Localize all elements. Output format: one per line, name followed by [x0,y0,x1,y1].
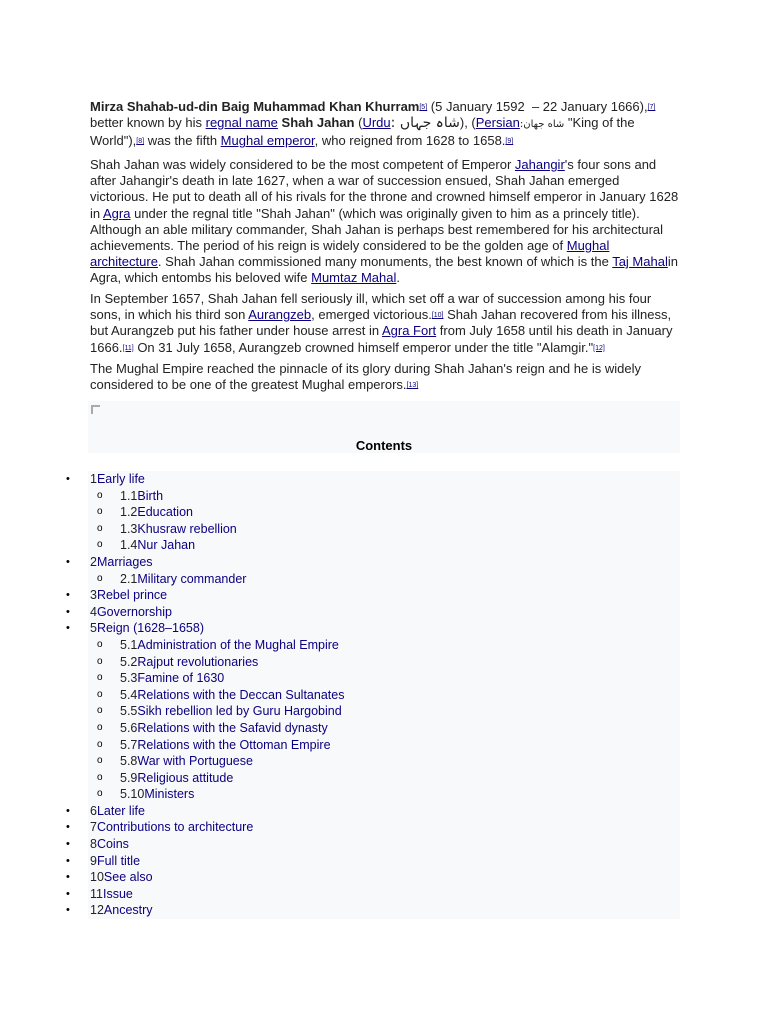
toc-item-1-3[interactable] [88,521,680,538]
toc-link[interactable]: Birth [137,488,164,503]
toc-number: 10 [90,870,104,885]
toc-entry [120,654,258,671]
bullet-icon: • [66,804,70,817]
toc-link[interactable]: Coins [96,837,129,852]
toc-number: 9 [90,853,97,868]
toc-number: 12 [90,903,104,918]
toc-link[interactable]: Ancestry [103,903,153,918]
agra-fort-link[interactable]: Agra Fort [381,323,437,339]
toc-number: 5.10 [120,787,145,802]
toc-link[interactable]: War with Portuguese [137,754,253,769]
toc-entry [90,604,172,621]
agra-link[interactable]: Agra [103,205,131,221]
toc-link[interactable]: Relations with the Deccan Sultanates [137,687,345,702]
toc-entry [120,770,233,787]
toc-number: 1 [90,472,97,486]
toc-item-12[interactable] [66,902,680,919]
toc-item-5-10[interactable] [88,786,680,803]
toc-item-5-7[interactable] [88,737,680,754]
toc-entry [120,753,253,770]
mughal-emperor-link[interactable]: Mughal emperor [220,133,315,149]
toc-entry [120,637,339,654]
toc-number: 1.3 [120,521,138,536]
persian-script: :شاه جهان [519,119,565,131]
toc-entry [120,571,246,588]
bullet-icon: • [66,904,70,917]
toc-number: 3 [90,588,97,603]
toc-number: 2 [90,554,97,569]
legacy-paragraph: The Mughal Empire reached the pinnacle of its glory during Shah Jahan's reign and he is widely considered to be one of the greatest Mughal emperors.[13] [90,361,641,393]
toc-item-8[interactable] [66,836,680,853]
toc-entry [120,703,342,720]
toc-item-7[interactable] [66,819,680,836]
ref-5[interactable]: [5] [419,104,428,111]
toc-entry [120,504,193,521]
toc-number: 11 [90,886,103,901]
bullet-icon: • [66,473,70,485]
toc-item-3[interactable] [66,587,680,604]
sub-bullet-icon: o [97,572,103,584]
toc-item-5-5[interactable] [88,703,680,720]
mumtaz-mahal-link[interactable]: Mumtaz Mahal [311,270,397,286]
ref-7[interactable]: [7] [647,104,656,111]
sub-bullet-icon: o [97,655,103,667]
toc-item-5[interactable] [66,620,680,637]
ref-12[interactable]: [12] [593,344,605,352]
toc-number: 5 [90,621,97,636]
toc-link[interactable]: Ministers [144,787,195,802]
bullet-icon: • [66,589,70,602]
bullet-icon: • [66,871,70,884]
bullet-icon: • [66,555,70,568]
toc-link[interactable]: Rebel prince [96,588,168,603]
intro-paragraph: Mirza Shahab-ud-din Baig Muhammad Khan Khurram[5] (5 January 1592 – 22 January 1666),[7] better known by his regnal name Shah Jahan (Urdu: شاہ جہاں), (Persian:شاه جهان "King of the World"),[8] was the fifth Mughal emperor, who reigned from 1628 to 1658.[9] [90,99,656,149]
sub-bullet-icon: o [97,539,103,551]
toc-entry [90,587,167,604]
toc-number: 6 [90,803,97,818]
toc-entry [90,853,140,870]
sub-bullet-icon: o [97,522,103,534]
toc-entry [120,687,344,704]
bullet-icon: • [66,838,70,851]
toc-entry [90,886,133,903]
toc-number: 2.1 [120,571,138,586]
aurangzeb-link[interactable]: Aurangzeb [248,307,312,323]
toc-item-5-9[interactable] [88,770,680,787]
toc-item-5-1[interactable] [88,637,680,654]
toc-link[interactable]: Education [137,505,193,520]
sub-bullet-icon: o [97,705,103,717]
toc-number: 1.1 [120,488,138,503]
toc-number: 5.9 [120,770,138,785]
toc-number: 5.7 [120,737,138,752]
toc-number: 5.8 [120,754,138,769]
toc-link[interactable]: Full title [96,853,141,868]
toc-number: 5.2 [120,654,138,669]
toc-number: 5.6 [120,720,138,735]
toc-entry [90,902,153,919]
toc-link[interactable]: Marriages [96,554,153,569]
toc-entry [90,869,153,886]
bullet-icon: • [66,605,70,618]
toc-entry [90,803,145,820]
toc-link[interactable]: Religious attitude [137,770,234,785]
toc-title: Contents [355,438,413,453]
illness-paragraph: In September 1657, Shah Jahan fell seriously ill, which set off a war of succession among his four sons, in which his third son Aurangzeb, emerged victorious.[10] Shah Jahan recovered from his illness, but Aurangzeb put his father under house arrest in Agra Fort from July 1658 until his death in January 1666.[11] On 31 July 1658, Aurangzeb crowned himself emperor under the title "Alamgir."[12] [90,291,673,355]
bullet-icon: • [66,622,70,635]
toc-link[interactable]: Relations with the Ottoman Empire [137,737,331,752]
subject-full-name: Mirza Shahab-ud-din Baig Muhammad Khan Khurram [90,99,420,114]
toc-item-9[interactable] [66,853,680,870]
table-of-contents [0,471,680,919]
toc-link[interactable]: Administration of the Mughal Empire [137,637,339,652]
toc-number: 1.2 [120,505,138,520]
toc-item-5-3[interactable] [88,670,680,687]
sub-bullet-icon: o [97,738,103,750]
sub-bullet-icon: o [97,672,103,684]
sub-bullet-icon: o [97,788,103,800]
toc-number: 4 [90,604,97,619]
taj-mahal-link[interactable]: Taj Mahal [612,254,668,270]
ref-11[interactable]: [11] [122,344,134,352]
toc-link[interactable]: Nur Jahan [137,538,196,553]
toc-item-10[interactable] [66,869,680,886]
ref-9[interactable]: [9] [505,138,514,146]
toc-number: 5.5 [120,704,138,719]
toc-item-2[interactable] [66,554,680,571]
persian-link[interactable]: Persian [475,115,520,131]
toc-item-2-1[interactable] [88,571,680,588]
toc-link[interactable]: Governorship [96,604,172,619]
sub-bullet-icon: o [97,771,103,783]
sub-bullet-icon: o [97,506,103,518]
sub-bullet-icon: o [97,755,103,767]
toc-item-1-1[interactable] [88,488,680,505]
jahangir-link[interactable]: Jahangir [514,157,565,172]
bullet-icon: • [66,854,70,867]
ref-8[interactable]: [8] [136,138,145,146]
bullet-icon: • [66,887,70,900]
toc-item-1[interactable] [66,471,680,488]
regnal-title: Shah Jahan [281,115,355,131]
toc-entry [90,620,204,637]
sub-bullet-icon: o [97,638,103,650]
toc-link[interactable]: Relations with the Safavid dynasty [137,720,328,735]
toc-link[interactable]: Sikh rebellion led by Guru Hargobind [137,704,342,719]
toc-item-5-8[interactable] [88,753,680,770]
toc-entry [120,488,163,505]
toc-item-1-4[interactable] [88,537,680,554]
toc-link[interactable]: Later life [96,803,145,818]
urdu-script: : شاہ جہاں [390,115,460,132]
toc-item-5-6[interactable] [88,720,680,737]
toc-entry [120,786,194,803]
toc-number: 5.1 [120,637,138,652]
succession-paragraph: Shah Jahan was widely considered to be the most competent of Emperor Jahangir's four sons and after Jahangir's death in late 1627, when a war of succession ensued, Shah Jahan emerged victorious. He put to death all of his rivals for the throne and crowned himself emperor in January 1628 in Agra under the regnal title "Shah Jahan" (which was originally given to him as a princely title). Although an able military commander, Shah Jahan is perhaps best remembered for his architectural achievements. The period of his reign is widely considered to be the golden age of Mughal architecture. Shah Jahan commissioned many monuments, the best known of which is the Taj Mahalin Agra, which entombs his beloved wife Mumtaz Mahal. [90,157,679,286]
toc-entry [120,720,328,737]
toc-item-6[interactable] [66,803,680,820]
toc-entry [120,670,224,687]
bullet-icon: • [66,821,70,834]
ref-10[interactable]: [10] [431,312,444,320]
toc-link[interactable]: Contributions to architecture [96,820,254,835]
urdu-link[interactable]: Urdu [362,115,391,131]
toc-link[interactable]: Reign (1628–1658) [96,621,204,636]
toc-entry [120,537,195,554]
regnal-name-link[interactable]: regnal name [205,115,278,131]
toc-entry [120,521,237,538]
toc-entry [90,471,145,488]
toc-link[interactable]: Early life [96,472,145,486]
sub-bullet-icon: o [97,688,103,700]
toc-link[interactable]: See also [103,870,153,885]
toc-link[interactable]: Famine of 1630 [137,671,225,686]
toc-entry [90,836,129,853]
toc-entry [90,819,253,836]
toc-item-1-2[interactable] [88,504,680,521]
toc-link[interactable]: Khusraw rebellion [137,521,237,536]
toc-number: 8 [90,837,97,852]
toc-entry [120,737,331,754]
toc-link[interactable]: Issue [102,886,133,901]
ref-13[interactable]: [13] [406,382,419,390]
toc-link[interactable]: Rajput revolutionaries [137,654,259,669]
sub-bullet-icon: o [97,489,103,501]
toc-item-5-4[interactable] [88,687,680,704]
toc-entry [90,554,153,571]
toc-item-11[interactable] [66,886,680,903]
mughal-architecture-link[interactable]: Mughal architecture [90,238,610,270]
toc-link[interactable]: Military commander [137,571,247,586]
toc-number: 7 [90,820,97,835]
toc-number: 5.4 [120,687,138,702]
sub-bullet-icon: o [97,721,103,733]
toc-number: 5.3 [120,671,138,686]
toc-toggle-checkbox-icon[interactable] [91,405,100,414]
toc-number: 1.4 [120,538,138,553]
toc-item-5-2[interactable] [88,654,680,671]
toc-item-4[interactable] [66,604,680,621]
